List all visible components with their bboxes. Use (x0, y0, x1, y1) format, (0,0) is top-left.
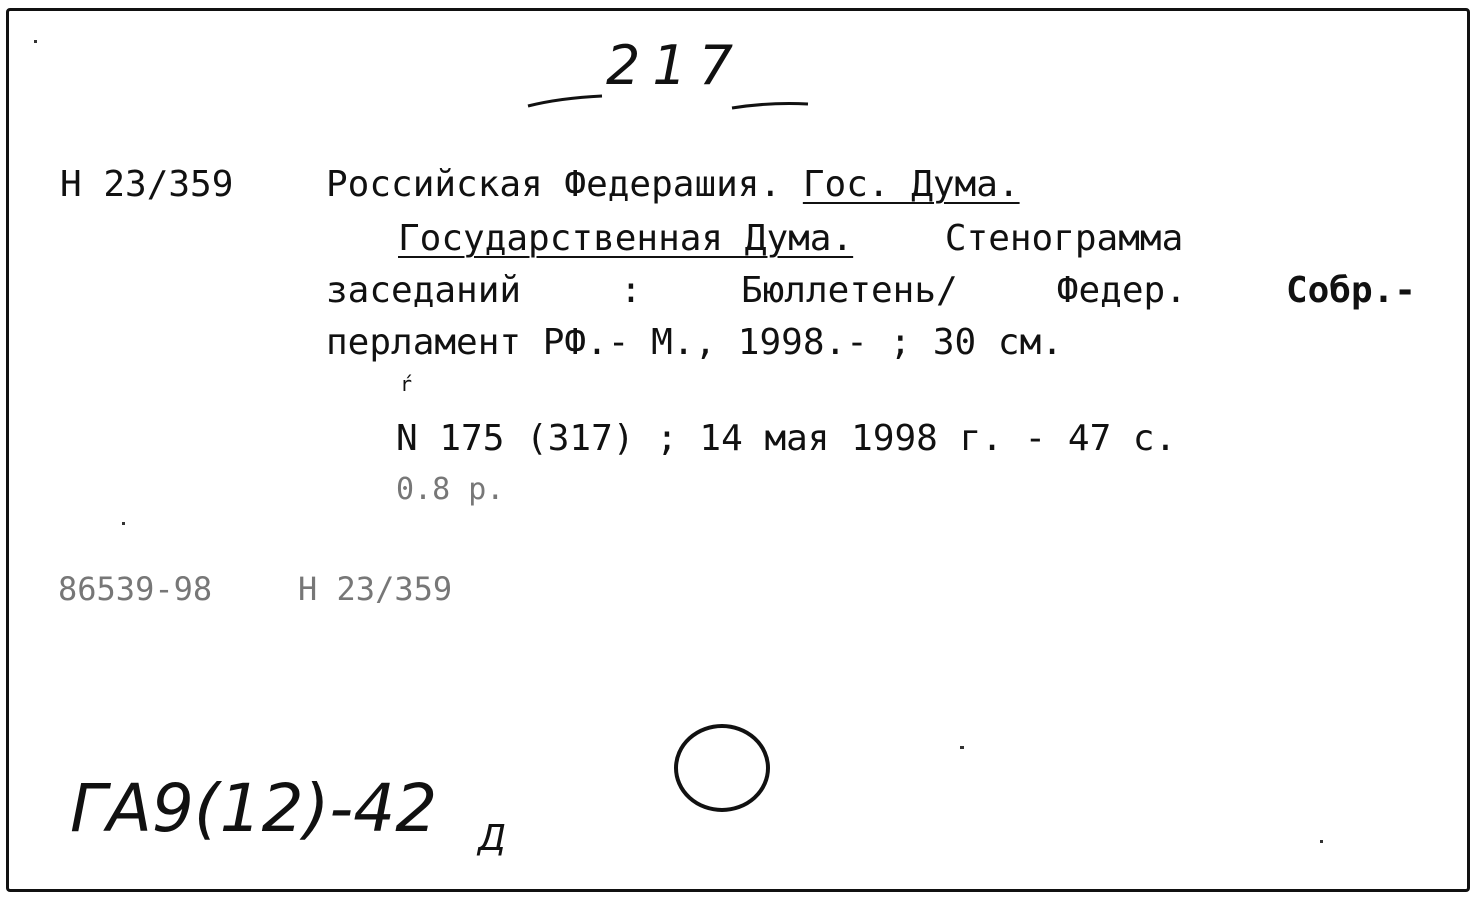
heading-line-3 (326, 270, 1416, 311)
circle-mark-icon (660, 712, 790, 822)
small-mark: ŕ (400, 372, 413, 396)
heading-org: Российская Федерашия. (326, 164, 782, 205)
line3-word-4: Федер. (1056, 270, 1187, 311)
line3-word-3: Бюллетень/ (740, 270, 958, 311)
heading-line-1 (326, 164, 1020, 205)
accession-call-number: Н 23/359 (298, 570, 453, 608)
dot-mark (122, 522, 125, 525)
shelf-mark: ГА9(12)-42 (70, 770, 438, 847)
call-number: Н 23/359 (60, 164, 234, 205)
heading-duma: Гос. Дума. (802, 164, 1020, 205)
card-number: 217 (606, 34, 746, 97)
price: 0.8 р. (396, 472, 505, 507)
line3-word-5: Собр.- (1285, 270, 1416, 311)
dot-mark (960, 746, 964, 749)
issue-line: N 175 (317) ; 14 мая 1998 г. - 47 с. (396, 418, 1177, 459)
heading-state-duma: Государственная Дума. (398, 218, 854, 259)
heading-line-2 (398, 218, 1183, 259)
dot-mark (34, 40, 37, 43)
dot-mark (1320, 840, 1323, 843)
shelf-mark-suffix: Д (478, 818, 507, 859)
line3-word-2: : (620, 270, 642, 311)
line3-word-1: заседаний (326, 270, 522, 311)
accession-number: 86539-98 (58, 570, 213, 608)
imprint-line: перламент РФ.- М., 1998.- ; 30 см. (326, 322, 1063, 363)
heading-transcript: Стенограмма (944, 218, 1184, 259)
